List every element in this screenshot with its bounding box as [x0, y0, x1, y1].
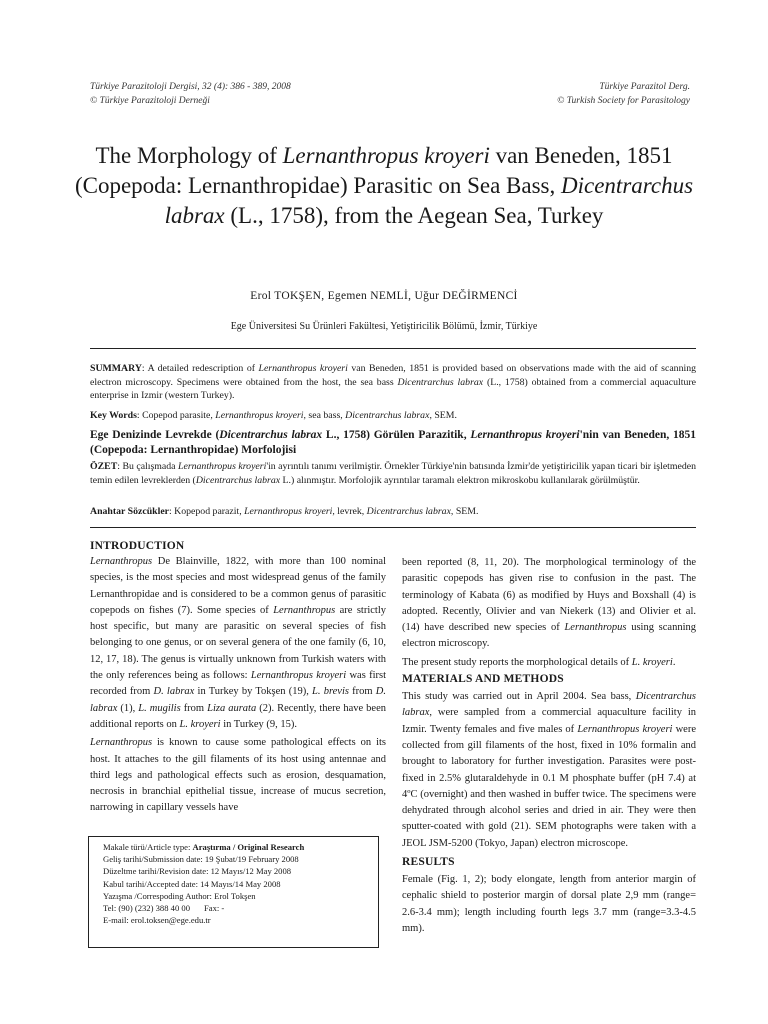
affiliation: Ege Üniversitesi Su Ürünleri Fakültesi, Yetiştiricilik Bölümü, İzmir, Türkiye: [230, 321, 538, 332]
society-copyright: © Türkiye Parazitoloji Derneği: [90, 96, 210, 106]
turkish-keywords: Anahtar Sözcükler: Kopepod parazit, Lernanthropus kroyeri, levrek, Dicentrarchus labrax, SEM.: [90, 506, 479, 517]
keywords: Key Words: Copepod parasite, Lernanthropus kroyeri, sea bass, Dicentrarchus labrax, SEM.: [90, 410, 457, 421]
contact-fax: Fax: -: [204, 903, 225, 914]
turkish-title: Ege Denizinde Levrekde (Dicentrarchus labrax L., 1758) Görülen Parazitik, Lernanthropus kroyeri'nin van Beneden, 1851 (Copepoda: Lernanthropidae) Morfolojisi: [90, 429, 697, 456]
contact-phone: Tel: (90) (232) 388 40 00 Fax: -: [103, 903, 225, 914]
submission-date: Geliş tarihi/Submission date: 19 Şubat/19 February 2008: [103, 854, 299, 865]
society-copyright-en: © Turkish Society for Parasitology: [557, 96, 690, 106]
author-list: Erol TOKŞEN, Egemen NEMLİ, Uğur DEĞİRMENCİ: [250, 290, 518, 302]
journal-abbrev: Türkiye Parazitol Derg.: [599, 82, 690, 92]
intro-paragraph-4: The present study reports the morphological details of L. kroyeri.: [402, 656, 676, 668]
article-info-box: [88, 836, 379, 948]
article-title: The Morphology of Lernanthropus kroyeri van Beneden, 1851 (Copepoda: Lernanthropidae) Parasitic on Sea Bass, Dicentrarchus labrax (L., 1758), from the Aegean Sea, Turkey: [74, 143, 694, 228]
corresponding-author: Yazışma /Correspoding Author: Erol Tokşen: [103, 890, 256, 901]
journal-reference: Türkiye Parazitoloji Dergisi, 32 (4): 386 - 389, 2008: [90, 82, 291, 92]
turkish-summary: ÖZET: Bu çalışmada Lernanthropus kroyeri'in ayrıntılı tanımı verilmiştir. Örnekler Türkiye'nin batısında İzmir'de yetiştiricilik yapan ticari bir işletmeden temin edilen levreklerden (Dicentrarchus labrax L.) alınmıştır. Morfolojik ayrıntılar taramalı elektron mikroskobu kullanılarak görülmüştür.: [90, 461, 696, 486]
methods-paragraph: This study was carried out in April 2004. Sea bass, Dicentrarchus labrax, were sampled from a commercial aquaculture facility in Izmir. Twenty females and five males of Lernanthropus kroyeri were collected from gill filaments of the host, fixed in 10% formalin and brought to laboratory for further investigation. Parasites were post-fixed in 2.5% glutaraldehyde in 0.1 M phosphate buffer (pH 7.4) at 4ºC (overnight) and then washed in buffer twice. The specimens were dehydrated through alcohol series and dried in air. They were then sputter-coated with gold (21). SEM photographs were taken with a JEOL JSM-5200 (Tokyo, Japan) electron microscope.: [402, 691, 696, 849]
article-type: Makale türü/Article type: Araştırma / Original Research: [103, 842, 305, 852]
journal-citation-right: [557, 80, 690, 108]
right-column: [402, 555, 696, 937]
left-column: [90, 538, 386, 817]
results-heading: RESULTS: [402, 856, 455, 869]
abstract-bottom-rule: [90, 527, 696, 528]
intro-paragraph-1: Lernanthropus De Blainville, 1822, with more than 100 nominal species, is the most species and most widespread genus of the family Lernanthropidae and is considered to be a common genus of parasitic copepods on fishes (7). Some species of Lernanthropus are strictly host specific, but many are parasitic on several species of fish belonging to one genus, or on several genera of the one family (6, 10, 12, 17, 18). The genus is virtually unknown from Turkish waters with the only references being as follows: Lernanthropus kroyeri was first recorded from D. labrax in Turkey by Tokşen (19), L. brevis from D. labrax (1), L. mugilis from Liza aurata (2). Recently, there have been additional reports on L. kroyeri in Turkey (9, 15).: [90, 556, 386, 730]
abstract-top-rule: [90, 348, 696, 349]
summary-paragraph: SUMMARY: A detailed redescription of Lernanthropus kroyeri van Beneden, 1851 is provided based on observations made with the aid of scanning electron microscopy. Specimens were obtained from the host, the sea bass Dicentrarchus labrax (L., 1758) obtained from a commercial aquaculture enterprise in Izmir (western Turkey).: [90, 363, 696, 401]
methods-heading: MATERIALS AND METHODS: [402, 673, 564, 686]
intro-paragraph-3: been reported (8, 11, 20). The morphological terminology of the parasitic copepods has given rise to confusion in the past. The terminology of Kabata (6) as modified by Huys and Boxshall (4) is adopted. Recently, Olivier and van Niekerk (13) and Olivier et al. (14) have described new species of Lernanthropus using scanning electron microscopy.: [402, 557, 697, 650]
journal-citation-left: [90, 80, 291, 108]
revision-date: Düzeltme tarihi/Revision date: 12 Mayıs/12 May 2008: [103, 866, 292, 877]
contact-email: E-mail: erol.toksen@ege.edu.tr: [103, 915, 211, 926]
results-paragraph: Female (Fig. 1, 2); body elongate, length from anterior margin of cephalic shield to posterior margin of dorsal plate 2,9 mm (range= 2.6-3.4 mm); length including fourth legs 3.7 mm (range=3.3-4.5 mm).: [402, 874, 696, 934]
introduction-heading: INTRODUCTION: [90, 540, 185, 552]
accepted-date: Kabul tarihi/Accepted date: 14 Mayıs/14 May 2008: [103, 878, 281, 889]
intro-paragraph-2: Lernanthropus is known to cause some pathological effects on its host. It attaches to the gill filaments of its host using antennae and third legs and pathological effects such as erosion, desquamation, necrosis in branchial epithelial tissue, increase of mucus secretion, narrowing in capillary vessels have: [90, 737, 386, 814]
